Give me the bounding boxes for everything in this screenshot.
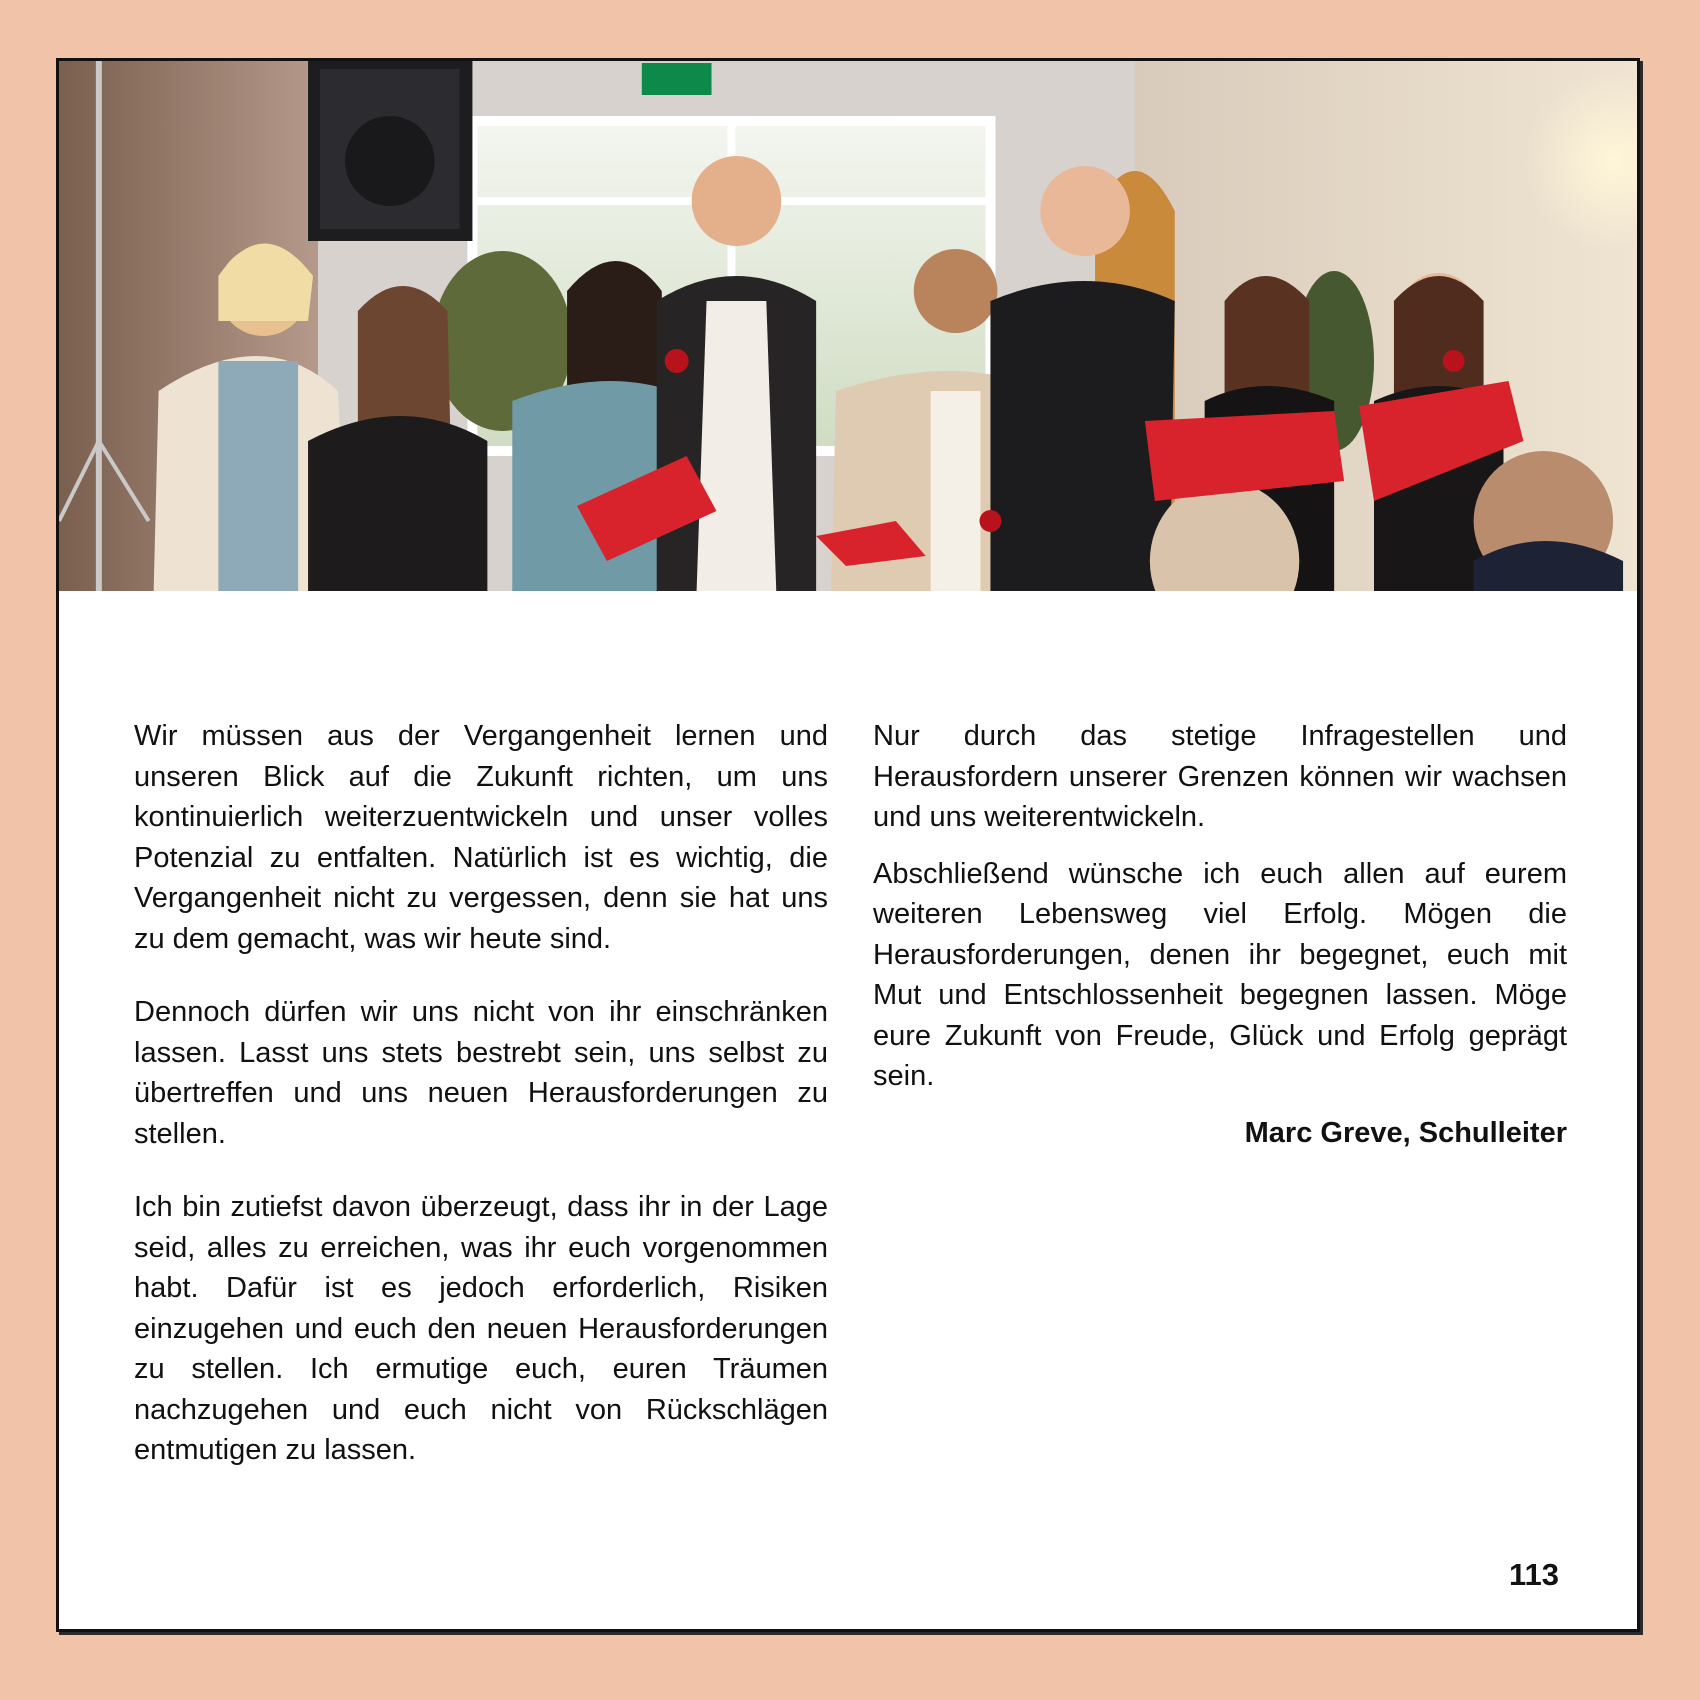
text-column-right (873, 716, 1567, 1153)
paragraph: Abschließend wünsche ich euch allen auf eurem weiteren Lebensweg viel Erfolg. Mögen die Herausforderungen, denen ihr begegnet, euch mit Mut und Entschlossenheit begegnen lassen. Möge eure Zukunft von Freude, Glück und Erfolg geprägt sein. (873, 857, 1567, 1092)
paragraph: Nur durch das stetige Infragestellen und Herausfordern unserer Grenzen können wir wachsen und uns weiterentwickeln. (873, 720, 1567, 833)
group-photo (59, 61, 1637, 591)
paragraph: Dennoch dürfen wir uns nicht von ihr einschränken lassen. Lasst uns stets bestrebt sein, uns selbst zu übertreffen und uns neuen Herausforderungen zu stellen. (134, 996, 828, 1150)
page-number: 113 (1508, 1557, 1559, 1592)
paragraph: Ich bin zutiefst davon überzeugt, dass ihr in der Lage seid, alles zu erreichen, was ihr euch vorgenommen habt. Dafür ist es jedoch erforderlich, Risiken einzugehen und euch den neuen Herausforderungen zu stellen. Ich ermutige euch, euren Träumen nachzugehen und euch nicht von Rückschlägen entmutigen zu lassen. (134, 1191, 828, 1466)
signature: Marc Greve, Schulleiter (1244, 1116, 1567, 1149)
text-column-left (134, 716, 828, 1504)
page (56, 58, 1640, 1632)
paragraph: Wir müssen aus der Vergangenheit lernen und unseren Blick auf die Zukunft richten, um uns kontinuierlich weiterzuentwickeln und unser volles Potenzial zu entfalten. Natürlich ist es wichtig, die Vergangenheit nicht zu vergessen, denn sie hat uns zu dem gemacht, was wir heute sind. (134, 720, 828, 955)
